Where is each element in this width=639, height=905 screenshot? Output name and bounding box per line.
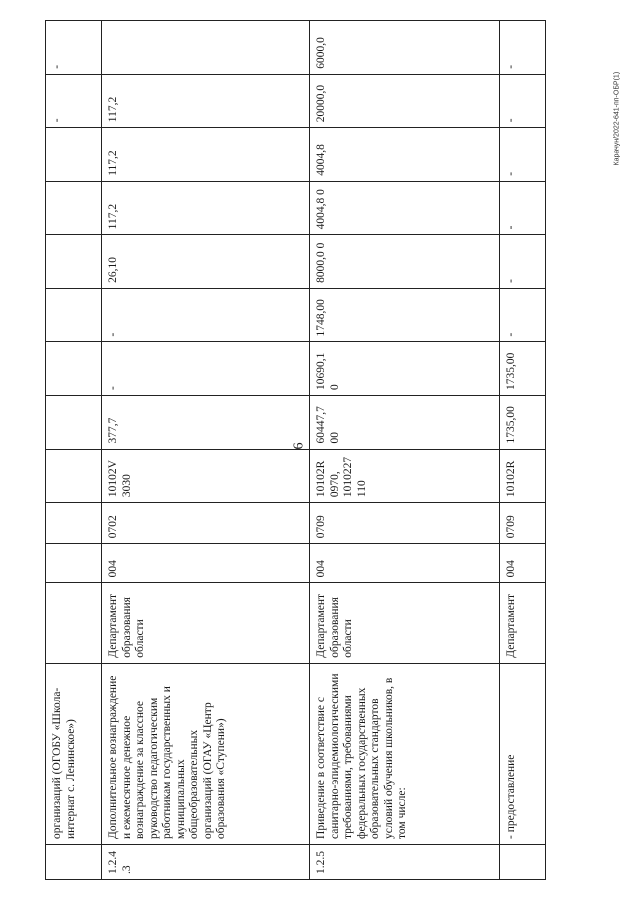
cell-v2: [46, 342, 102, 396]
cell-v7: 117,2: [102, 74, 310, 128]
page-number: 6: [291, 442, 307, 450]
cell-v3: -: [500, 288, 546, 342]
cell-dept: Департамент образования области: [310, 583, 500, 663]
cell-v5: 4004,8 0: [310, 181, 500, 235]
cell-v5: 117,2: [102, 181, 310, 235]
cell-v6: -: [500, 128, 546, 182]
cell-num: [500, 844, 546, 879]
cell-v7: -: [500, 74, 546, 128]
cell-v4: [46, 235, 102, 289]
cell-dept: [46, 583, 102, 663]
budget-table: [45, 20, 546, 880]
cell-v4: -: [500, 235, 546, 289]
cell-num: [46, 844, 102, 879]
cell-name: - предоставление: [500, 663, 546, 844]
cell-v3: 1748,00: [310, 288, 500, 342]
cell-csr: [46, 449, 102, 503]
cell-csr: 10102R 0970, 1010227 110: [310, 449, 500, 503]
cell-code: 004: [500, 544, 546, 583]
cell-v7: -: [46, 74, 102, 128]
cell-v7: 20000,0: [310, 74, 500, 128]
cell-v5: [46, 181, 102, 235]
cell-v4: 26,10: [102, 235, 310, 289]
table-row: [46, 21, 102, 880]
cell-num: 1.2.4.3: [102, 844, 310, 879]
cell-v5: -: [500, 181, 546, 235]
cell-csr: 10102R: [500, 449, 546, 503]
cell-v6: [46, 128, 102, 182]
cell-section: [46, 503, 102, 544]
table-row: [102, 21, 310, 880]
cell-v2: 10690,1 0: [310, 342, 500, 396]
cell-v1: [46, 395, 102, 449]
cell-code: [46, 544, 102, 583]
table-row: [310, 21, 500, 880]
side-stamp: [601, 14, 625, 174]
side-stamp-text: Карачун/2022-641-пп-ОБР(1): [613, 71, 621, 166]
cell-v8: [102, 21, 310, 75]
table-row: [500, 21, 546, 880]
rotated-sheet: [45, 20, 545, 880]
cell-code: 004: [102, 544, 310, 583]
cell-csr: 10102V 3030: [102, 449, 310, 503]
cell-name: организаций (ОГОБУ «Школа-интернат с. Ленинское»): [46, 663, 102, 844]
cell-dept: Департамент: [500, 583, 546, 663]
cell-num: 1.2.5: [310, 844, 500, 879]
cell-v8: -: [46, 21, 102, 75]
cell-v2: 1735,00: [500, 342, 546, 396]
cell-v6: 4004,8: [310, 128, 500, 182]
cell-section: 0702: [102, 503, 310, 544]
cell-name: Дополнительное вознаграждение и ежемесячное денежное вознаграждение за классное руководство педагогическим работникам государственных и муниципальных общеобразовательных организаций (ОГАУ «Центр образования «Ступени»): [102, 663, 310, 844]
cell-v8: -: [500, 21, 546, 75]
cell-dept: Департамент образования области: [102, 583, 310, 663]
cell-v1: 1735,00: [500, 395, 546, 449]
cell-v6: 117,2: [102, 128, 310, 182]
cell-name: Приведение в соответствие с санитарно-эпидемиологическими требованиями, требованиями федеральных государственных образовательных стандартов условий обучения школьников, в том числе:: [310, 663, 500, 844]
cell-section: 0709: [310, 503, 500, 544]
cell-v4: 8000,0 0: [310, 235, 500, 289]
cell-code: 004: [310, 544, 500, 583]
cell-v2: -: [102, 342, 310, 396]
cell-v8: 6000,0: [310, 21, 500, 75]
cell-v1: 377,7: [102, 395, 310, 449]
cell-v1: 60447,700: [310, 395, 500, 449]
cell-section: 0709: [500, 503, 546, 544]
cell-v3: [46, 288, 102, 342]
cell-v3: -: [102, 288, 310, 342]
